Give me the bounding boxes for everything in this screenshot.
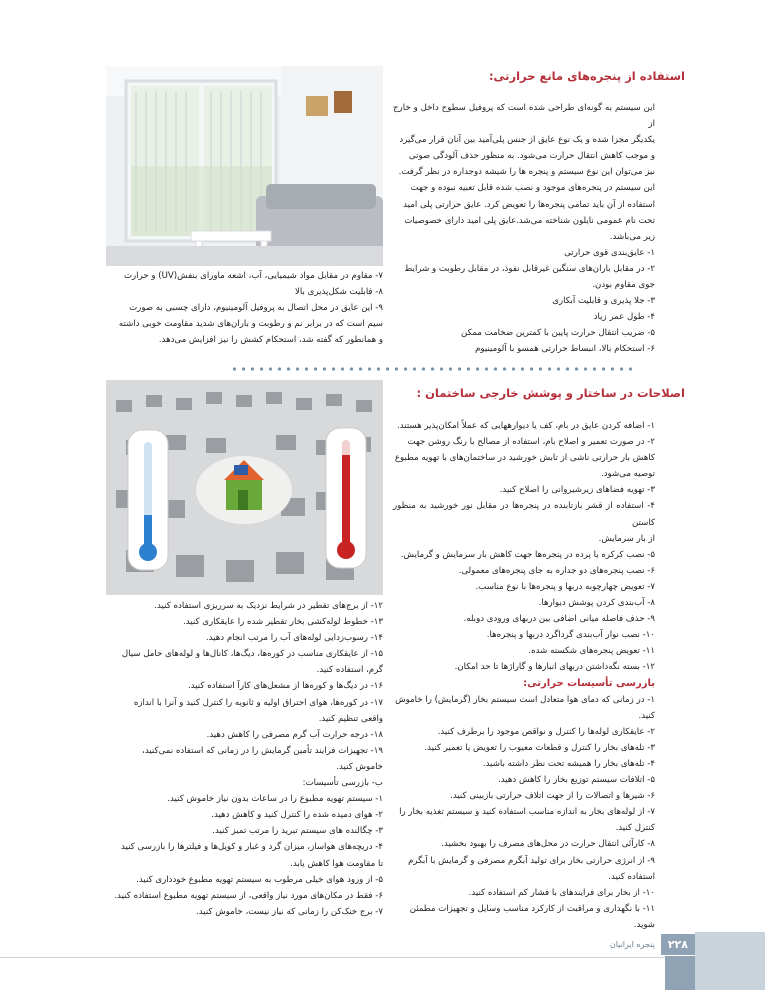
list-item: ۹- از انرژی حرارتی بخار برای تولید آبگرم مصرفی و گرمایش با آبگرم <box>408 855 655 866</box>
list-item: ۵- ضریب انتقال حرارت پایین با کمترین ضخامت ممکن <box>461 328 655 339</box>
intro-line: استفاده از آن باید تمامی پنجره‌ها را تعویض کرد. عایق حرارتی پلی امید <box>403 199 655 210</box>
footer-stripe <box>695 932 765 990</box>
list-item: ۱- سیستم تهویه مطبوع را در ساعات بدون نیاز خاموش کنید. <box>167 794 383 805</box>
list-item: ۶- فقط در مکان‌های مورد نیاز واقعی، از سیستم تهویه مطبوع استفاده کنید. <box>114 890 383 901</box>
magazine-name: پنجره ایرانیان <box>609 939 655 949</box>
list-item: ۷- تعویض چهارچوبه دربها و پنجره‌ها با نوع مناسب. <box>475 581 655 592</box>
intro-line: تحت نام عمومی نایلون شناخته می‌شد.عایق پلی امید دارای خصوصیات <box>404 215 655 226</box>
list-item: و همانطور که گفته شد، استحکام کشش را نیز افزایش می‌دهد. <box>158 335 383 346</box>
list-item: ۴- دریچه‌های هواساز، میزان گرد و غبار و کویل‌ها و فیلترها را بازرسی کنید <box>121 842 383 853</box>
list-item: ۲- عایقکاری لوله‌ها را کنترل و نواقص موجود را برطرف کنید. <box>437 726 655 737</box>
list-item: جوی مقاوم بودن. <box>592 280 655 291</box>
list-item: ۶- استحکام بالا، انبساط حرارتی همسو با آلومینیوم <box>475 344 655 355</box>
list-item: ۲- در صورت تعمیر و اصلاح بام، استفاده از مصالح با رنگ روشن جهت <box>407 437 655 448</box>
list-item: ۶- نصب پنجره‌های دو جداره به جای پنجره‌های معمولی. <box>458 565 655 576</box>
list-item: ۷- برج خنک‌کن را زمانی که نیاز نیست، خاموش کنید. <box>196 906 383 917</box>
list-item: ب- بازرسی تأسیسات: <box>302 778 383 789</box>
section2-left-column <box>106 598 383 920</box>
list-item: ۱۲- از برج‌های تقطیر در شرایط نزدیک به سرریزی استفاده کنید. <box>154 601 383 611</box>
list-item: توصیه می‌شود. <box>600 469 655 480</box>
page-footer <box>610 932 695 956</box>
footer-stripe-dark <box>665 956 695 990</box>
intro-line: این سیستم به گونه‌ای طراحی شده است که پروفیل سطوح داخل و خارج از <box>393 103 655 130</box>
list-item: ۵- نصب کرکره یا پرده در پنجره‌ها جهت کاهش بار سرمایش و گرمایش. <box>400 549 655 560</box>
houses-thermometer-image <box>106 380 383 595</box>
list-item: ۳- تهویه فضاهای زیرشیروانی را اصلاح کنید. <box>499 485 655 496</box>
list-item: ۱۲- بسته نگه‌داشتن دربهای انبارها و گاراژها تا حد امکان. <box>454 662 655 673</box>
dotted-divider <box>230 366 635 372</box>
list-item: ۱۱- با نگهداری و مراقبت از کارکرد مناسب وسایل و تجهیزات مطمئن <box>409 903 655 914</box>
list-item: ۸- قابلیت شکل‌پذیری بالا <box>294 287 383 298</box>
list-item: ۶- شیرها و اتصالات را از جهت اتلاف حرارتی بازبینی کنید. <box>450 791 655 802</box>
list-item: ۴- تله‌های بخار را همیشه تحت نظر داشته باشید. <box>482 758 655 769</box>
section1-left-column <box>106 268 383 348</box>
list-item: ۱- عایق‌بندی قوی حرارتی <box>564 247 655 258</box>
footer-rule <box>0 957 765 958</box>
list-item: ۱- اضافه کردن عایق در بام، کف یا دیوارههایی که عملاً امکان‌پذیر هستند. <box>397 421 655 431</box>
list-item: ۳- تله‌های بخار را کنترل و قطعات معیوب را تعویض یا تعمیر کنید. <box>424 742 655 753</box>
list-item: ۲- هوای دمیده شده را کنترل کنید و کاهش دهید. <box>211 810 383 821</box>
section2-right-column <box>393 418 655 933</box>
intro-line: نیز می‌توان این نوع سیستم و پنجره ها را شیشه دوجداره در نظر گرفت. <box>398 167 655 178</box>
list-item: گرم، استفاده کنید. <box>316 665 383 676</box>
list-item: کنید. <box>638 710 655 721</box>
list-item: ۸- کارآئی انتقال حرارت در محل‌های مصرف را بهبود بخشید. <box>441 839 655 850</box>
list-item: شوید. <box>633 919 655 930</box>
list-item: ۱۴- رسوب‌زدایی لوله‌های آب را مرتب انجام دهید. <box>205 633 383 644</box>
list-item: ۹- این عایق در محل اتصال به پروفیل آلومینیوم، دارای چسبی به صورت <box>129 303 383 314</box>
list-item: ۴- استفاده از قشر بازتابنده در پنجره‌ها در مقابل نور خورشید به منظور کاستن <box>393 501 655 528</box>
list-item: ۳- جلا پذیری و قابلیت آبکاری <box>552 296 655 307</box>
living-room-photo <box>106 66 383 266</box>
list-item: از بار سرمایش. <box>598 533 655 544</box>
intro-line: زیر می‌باشد. <box>609 231 655 242</box>
list-item: ۱۸- درجه حرارت آب گرم مصرفی را کاهش دهید. <box>206 729 383 740</box>
list-item: ۱۰- نصب نوار آب‌بندی گرداگرد دربها و پنجره‌ها. <box>486 630 655 641</box>
list-item: ۵- از ورود هوای خیلی مرطوب به سیستم تهویه مطبوع خودداری کنید. <box>136 874 383 885</box>
list-item: ۱۰- از بخار برای فرایندهای با فشار کم استفاده کنید. <box>468 887 655 898</box>
list-item: ۱۵- از عایقکاری مناسب در کوره‌ها، دیگ‌ها، کانال‌ها و لوله‌های حامل سیال <box>121 649 383 660</box>
section1-right-column <box>393 100 655 358</box>
list-item: ۴- طول عمر زیاد <box>593 312 655 323</box>
list-item: تا مقاومت هوا کاهش یابد. <box>290 858 383 869</box>
list-item: ۵- اتلافات سیستم توزیع بخار را کاهش دهید. <box>498 775 655 786</box>
list-item: کنترل کنید. <box>615 823 655 834</box>
list-item: ۹- حذف فاصله میانی اضافی بین دربهای ورودی دوبله. <box>463 614 655 625</box>
list-item: ۱۷- در کوره‌ها، هوای احتراق اولیه و ثانویه را کنترل کنید و آنرا با اندازه <box>133 697 383 708</box>
intro-line: یکدیگر مجزا شده و یک نوع عایق از جنس پلی‌آمید بین آنان قرار می‌گیرد <box>399 135 655 146</box>
list-item: سیم است که در برابر نم و رطوبت و باران‌های شدید مقاومت خوبی داشته <box>118 319 383 330</box>
list-item: واقعی تنظیم کنید. <box>318 713 383 724</box>
list-item: ۲- در مقابل باران‌های سنگین غیرقابل نفوذ، در مقابل رطوبت و شرایط <box>404 263 655 274</box>
list-item: استفاده کنید. <box>608 871 655 882</box>
list-item: کاهش بار حرارتی ناشی از تابش خورشید در ساختمان‌های با تهویه مطبوع <box>394 453 655 464</box>
intro-line: این سیستم در پنجره‌های موجود و نصب شده قابل تعبیه نبوده و جهت <box>410 183 655 194</box>
list-item: ۱۱- تعویض پنجره‌های شکسته شده. <box>528 646 655 657</box>
page-number: ۲۲۸ <box>661 934 695 955</box>
list-item: ۷- مقاوم در مقابل مواد شیمیایی، آب، اشعه ماورای بنفش(UV) و حرارت <box>123 271 383 281</box>
list-item: ۱۳- خطوط لوله‌کشی بخار تقطیر شده را عایقکاری کنید. <box>183 617 383 628</box>
list-item: ۱۶- در دیگ‌ها و کوره‌ها از مشعل‌های کارآ استفاده کنید. <box>187 681 383 692</box>
list-item: ۱۹- تجهیزات فرایند تأمین گرمایش را در زمانی که استفاده نمی‌کنید، <box>142 745 383 756</box>
intro-line: و موجب کاهش انتقال حرارت می‌شود. به منظور حذف آلودگی صوتی <box>408 151 655 162</box>
list-item: ۱- در زمانی که دمای هوا متعادل است سیستم بخار (گرمایش) را خاموش <box>395 694 655 705</box>
section2-title: اصلاحات در ساختار و پوشش خارجی ساختمان : <box>416 386 685 400</box>
list-item: خاموش کنید. <box>336 761 383 772</box>
subtitle-heating-inspection: بازرسی تأسیسات حرارتی: <box>523 677 655 689</box>
list-item: ۳- چگالنده های سیستم تبرید را مرتب تمیز کنید. <box>212 826 383 837</box>
list-item: ۷- از لوله‌های بخار به اندازه مناسب استفاده کنید و سیستم تغذیه بخار را <box>399 807 655 818</box>
list-item: ۸- آب‌بندی کردن پوشش دیوارها. <box>538 598 655 609</box>
section1-title: استفاده از پنجره‌های مانع حرارتی: <box>488 69 685 83</box>
